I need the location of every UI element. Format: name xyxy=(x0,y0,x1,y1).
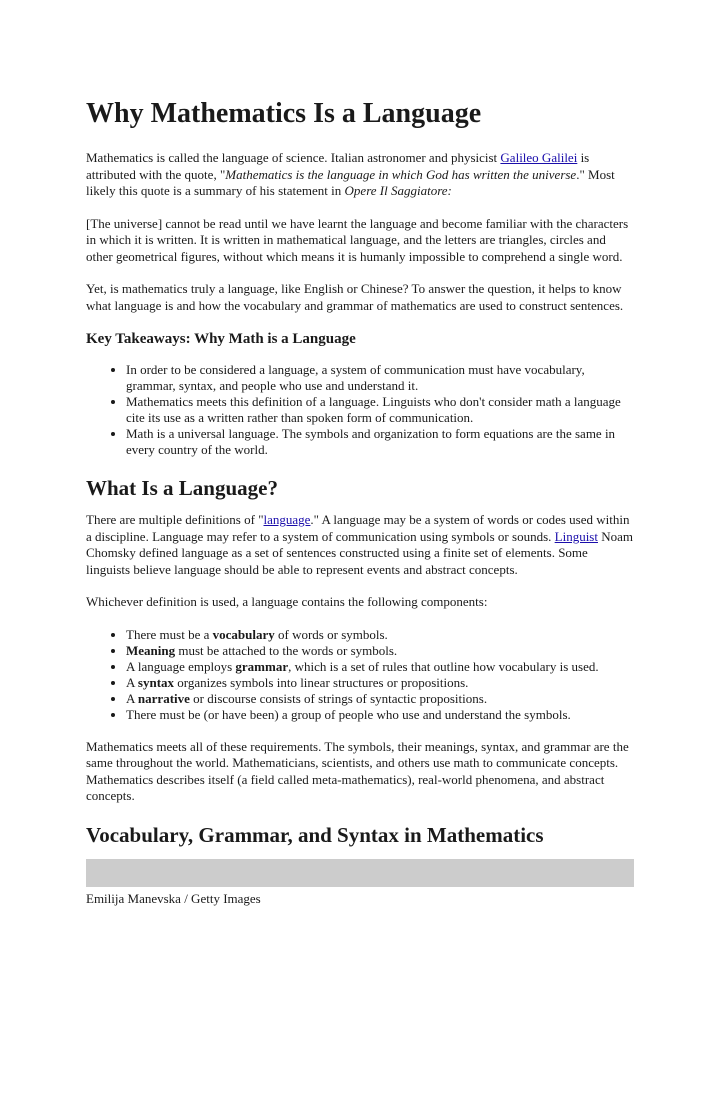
section-heading-vocabulary: Vocabulary, Grammar, and Syntax in Mathematics xyxy=(86,822,544,847)
component-text: of words or symbols. xyxy=(274,626,388,642)
intro-paragraph xyxy=(86,150,634,200)
components-list xyxy=(86,627,634,723)
intro-text-3: ." Most likely this quote is a summary of his statement in xyxy=(86,166,615,199)
galileo-link[interactable]: Galileo Galilei xyxy=(500,150,578,166)
list-item xyxy=(126,707,634,723)
component-term: grammar xyxy=(235,658,289,674)
component-text: or discourse consists of strings of syntactic propositions. xyxy=(189,690,488,706)
component-text: organizes symbols into linear structures or propositions. xyxy=(174,674,469,690)
component-text: must be attached to the words or symbols. xyxy=(175,642,398,658)
section-heading-language: What Is a Language? xyxy=(86,476,278,501)
key-takeaways-list xyxy=(86,362,634,458)
definitions-text-2: ." A language may be a system of words or codes used within a discipline. Language may refer to a system of communication using symbols or sounds. xyxy=(86,512,630,544)
work-title: Opere Il Saggiatore: xyxy=(344,183,452,199)
article-image xyxy=(86,859,634,887)
blockquote-paragraph: [The universe] cannot be read until we have learnt the language and become familiar with the characters in which it is written. It is written in mathematical language, and the letters are triangles, circles and other geometrical figures, without which means it is humanly impossible to comprehend a single word. xyxy=(86,215,629,264)
requirements-paragraph: Mathematics meets all of these requirements. The symbols, their meanings, syntax, and grammar are the same throughout the world. Mathematicians, scientists, and others use math to communicate concepts. Mathematics describes itself (a field called meta-mathematics), real-world phenomena, and abstract concepts. xyxy=(86,738,629,804)
list-item: • Mathematics meets this definition of a language. Linguists who don't consider math a language cite its use as a written rather than spoken form of communication. xyxy=(126,394,634,426)
list-item xyxy=(126,643,634,659)
definitions-text-3: Noam Chomsky defined language as a set of sentences constructed using a finite set of elements. Some linguists believe language should be able to represent events and abstract concepts. xyxy=(86,528,634,577)
definitions-paragraph xyxy=(86,512,634,578)
component-text: A xyxy=(126,674,138,690)
definitions-text-1: There are multiple definitions of " xyxy=(86,512,264,528)
component-text: A language employs xyxy=(126,658,236,674)
list-item xyxy=(126,691,634,707)
component-term: Meaning xyxy=(126,642,176,658)
component-text: There must be (or have been) a group of people who use and understand the symbols. xyxy=(126,706,571,722)
intro-text-1: Mathematics is called the language of science. Italian astronomer and physicist xyxy=(86,150,501,166)
linguist-link[interactable]: Linguist xyxy=(554,528,598,544)
list-item xyxy=(126,659,634,675)
component-term: syntax xyxy=(137,674,175,690)
question-paragraph: Yet, is mathematics truly a language, like English or Chinese? To answer the question, it helps to know what language is and how the vocabulary and grammar of mathematics are used to construct sentences. xyxy=(86,281,624,313)
list-item xyxy=(126,627,634,643)
components-intro: Whichever definition is used, a language contains the following components: xyxy=(86,594,488,610)
component-term: narrative xyxy=(137,690,190,706)
list-item: • In order to be considered a language, a system of communication must have vocabulary, grammar, syntax, and people who use and understand it. xyxy=(126,362,634,394)
component-text: , which is a set of rules that outline how vocabulary is used. xyxy=(288,658,599,674)
component-text: There must be a xyxy=(126,626,213,642)
component-text: A xyxy=(126,690,138,706)
galileo-quote: Mathematics is the language in which God has written the universe xyxy=(225,166,577,182)
list-item xyxy=(126,675,634,691)
language-link[interactable]: language xyxy=(263,512,311,528)
intro-text-2: is attributed with the quote, " xyxy=(86,150,590,182)
image-caption: Emilija Manevska / Getty Images xyxy=(86,890,261,906)
page-title: Why Mathematics Is a Language xyxy=(86,98,482,129)
list-item: • Math is a universal language. The symbols and organization to form equations are the same in every country of the world. xyxy=(126,426,634,458)
key-takeaways-heading: Key Takeaways: Why Math is a Language xyxy=(86,331,356,348)
component-term: vocabulary xyxy=(212,626,275,642)
